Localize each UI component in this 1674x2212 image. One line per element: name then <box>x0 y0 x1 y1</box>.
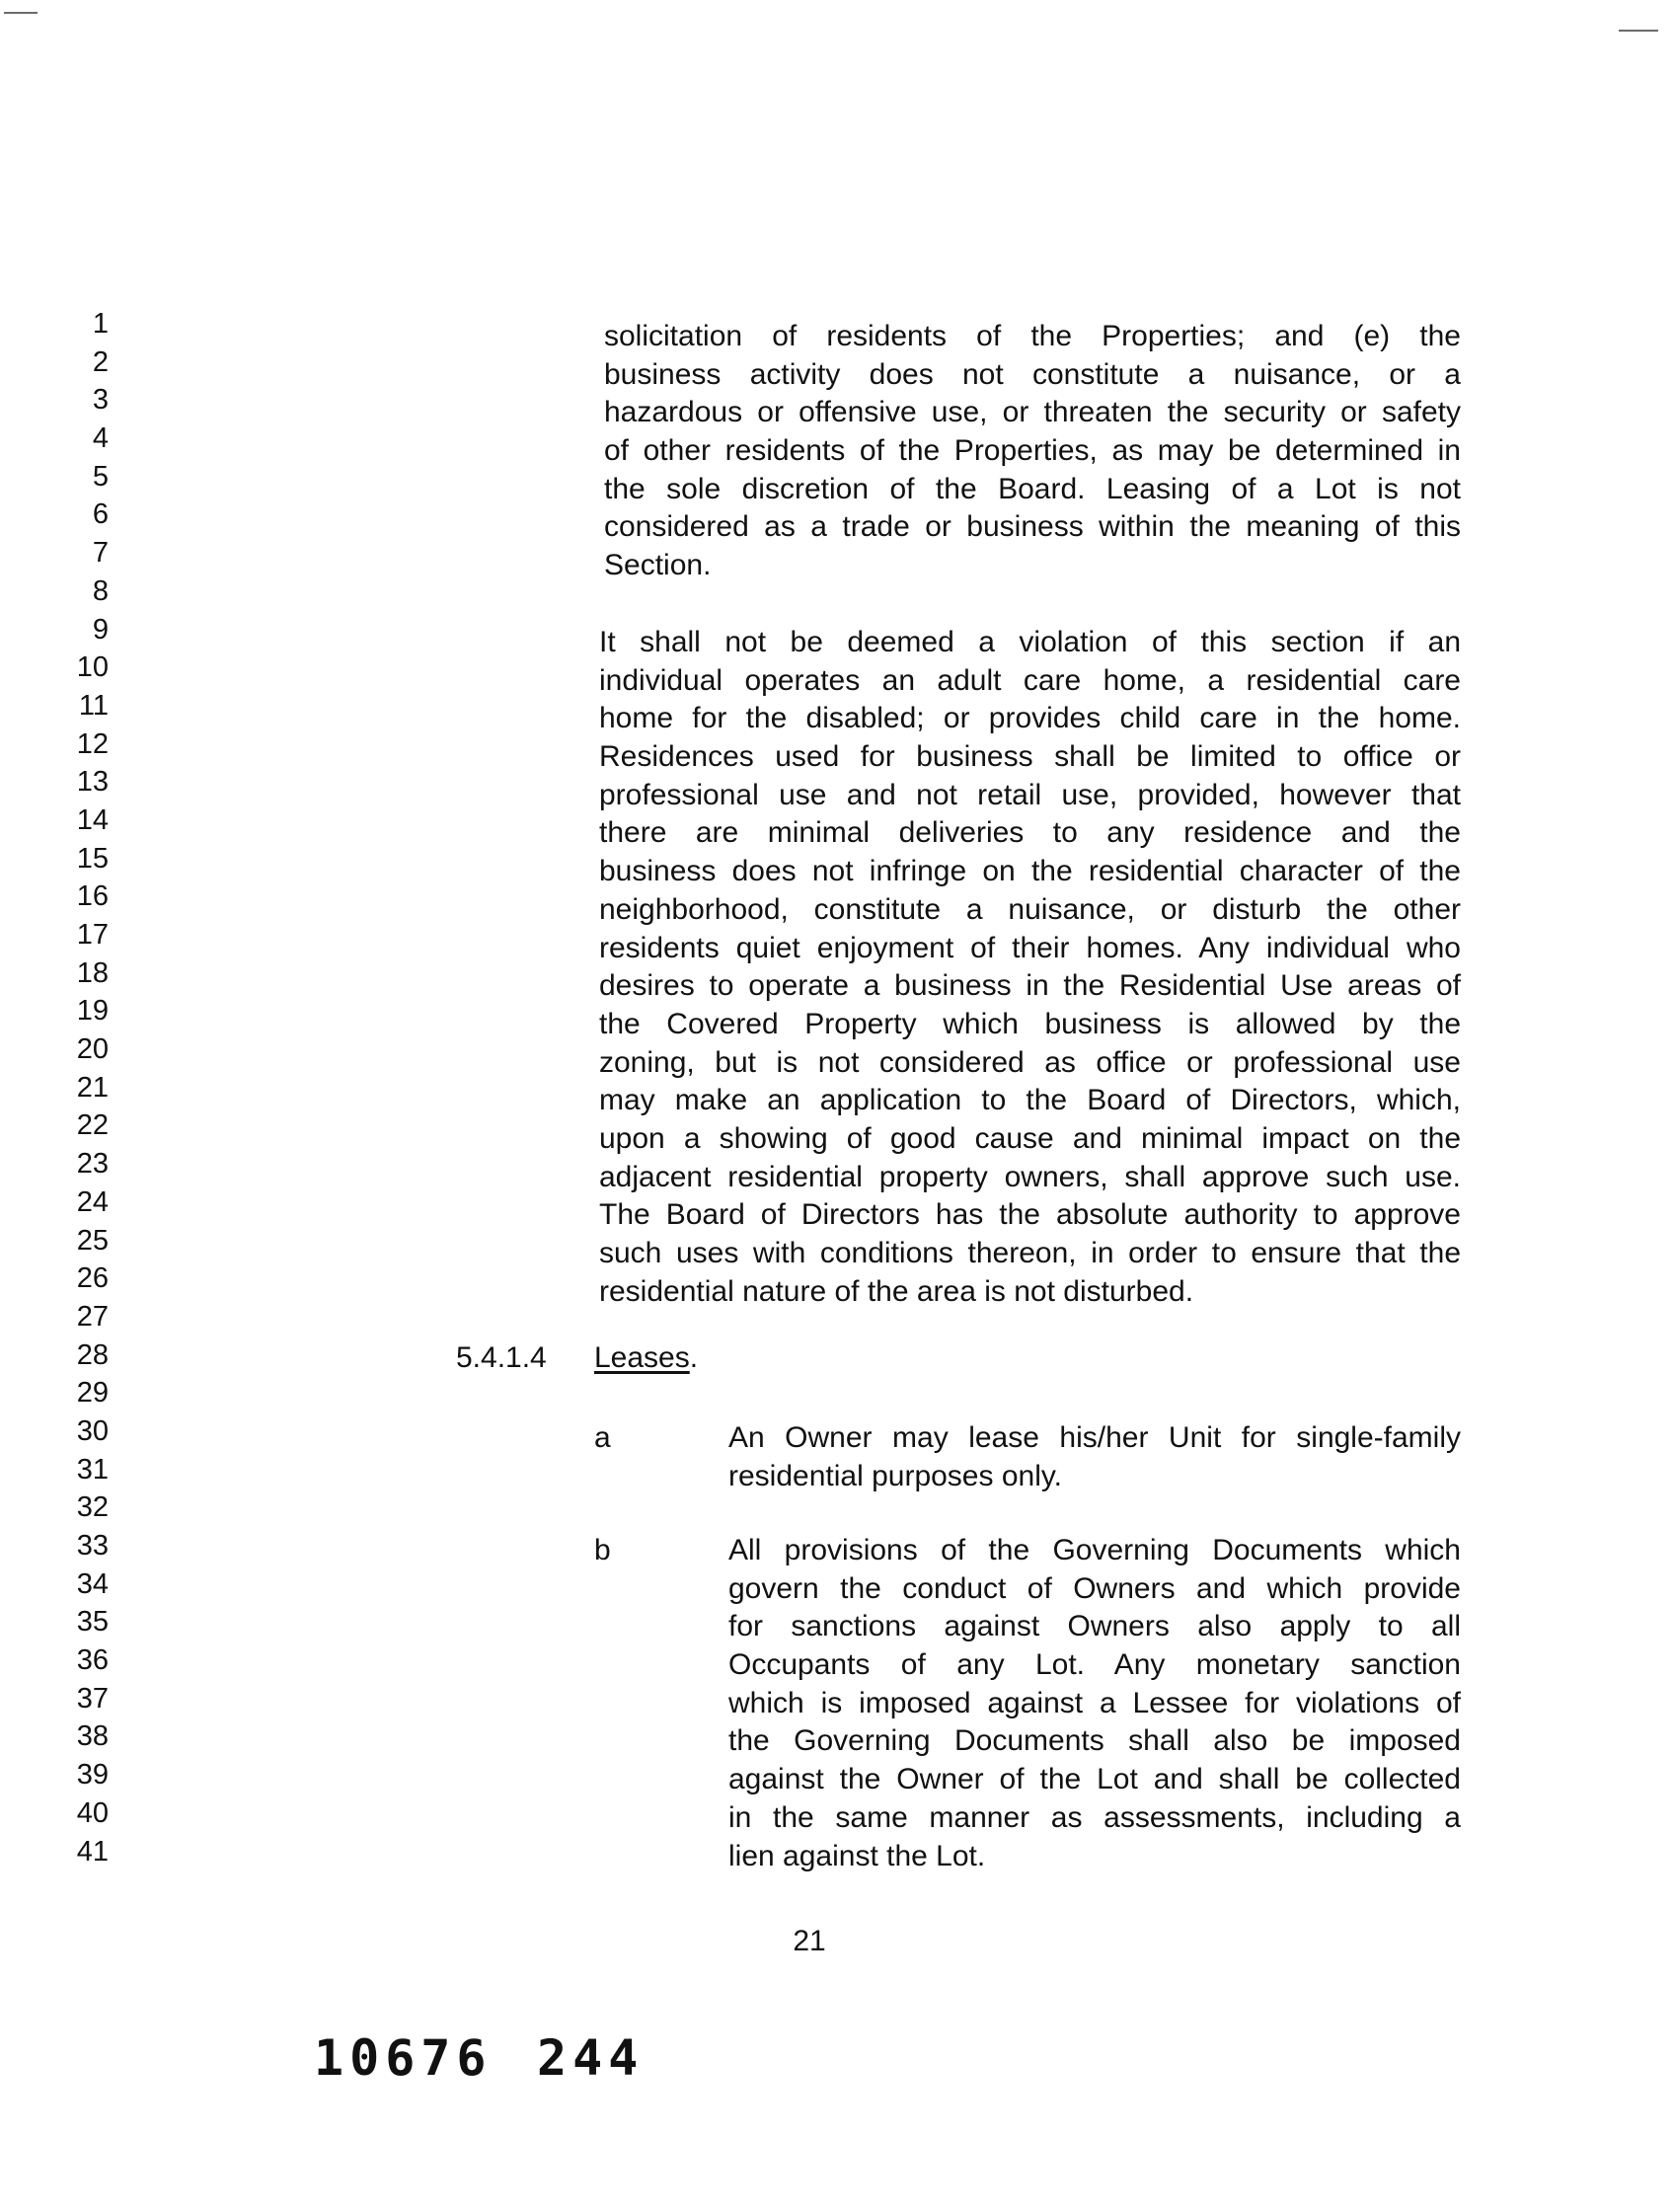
line-number: 2 <box>92 345 109 378</box>
text-line: such uses with conditions thereon, in order to ensure that the <box>599 1237 1461 1269</box>
item-b-text <box>728 1532 1461 1875</box>
scan-mark-top-right <box>1619 30 1658 32</box>
text-line: Residences used for business shall be limited to office or <box>599 740 1461 774</box>
item-letter-b: b <box>594 1534 611 1566</box>
text-line: hazardous or offensive use, or threaten the security or safety <box>604 396 1461 429</box>
text-line: against the Owner of the Lot and shall be collected <box>728 1763 1461 1796</box>
line-number-column <box>59 305 109 1870</box>
paragraph-2 <box>599 624 1461 1311</box>
line-number: 26 <box>76 1262 109 1295</box>
section-title-suffix: . <box>689 1341 699 1374</box>
text-line: there are minimal deliveries to any residence and the <box>599 816 1461 850</box>
text-line: for sanctions against Owners also apply to all <box>728 1610 1461 1643</box>
text-line: Occupants of any Lot. Any monetary sanction <box>728 1648 1461 1682</box>
text-line: the sole discretion of the Board. Leasing of a Lot is not <box>604 472 1461 505</box>
item-a-text <box>728 1419 1461 1495</box>
line-number: 5 <box>92 460 109 493</box>
text-line: individual operates an adult care home, a residential care <box>599 663 1461 697</box>
text-line: considered as a trade or business within the meaning of this <box>604 510 1461 544</box>
line-number: 19 <box>76 995 109 1028</box>
line-number: 15 <box>76 842 109 875</box>
text-line: neighborhood, constitute a nuisance, or disturb the other <box>599 892 1461 926</box>
text-line: in the same manner as assessments, including a <box>728 1800 1461 1834</box>
line-number: 21 <box>76 1071 109 1104</box>
recording-book-number: 10676 <box>314 2029 493 2087</box>
recording-page-number: 244 <box>537 2029 645 2087</box>
line-number: 31 <box>76 1453 109 1486</box>
text-line: solicitation of residents of the Properties; and (e) the <box>604 320 1461 352</box>
line-number: 18 <box>76 956 109 989</box>
text-line: residents quiet enjoyment of their homes. Any individual who <box>599 931 1461 964</box>
text-line: residential purposes only. <box>728 1459 1062 1492</box>
text-line: which is imposed against a Lessee for violations of <box>728 1686 1461 1719</box>
text-line: The Board of Directors has the absolute authority to approve <box>599 1198 1461 1232</box>
text-line: Section. <box>604 549 712 582</box>
line-number: 10 <box>76 651 109 684</box>
text-line: All provisions of the Governing Documents which <box>728 1534 1461 1566</box>
text-line: adjacent residential property owners, shall approve such use. <box>599 1160 1461 1193</box>
line-number: 1 <box>92 308 109 340</box>
line-number: 6 <box>92 498 109 531</box>
line-number: 3 <box>92 384 109 417</box>
line-number: 29 <box>76 1377 109 1410</box>
line-number: 33 <box>76 1530 109 1562</box>
line-number: 38 <box>76 1720 109 1753</box>
line-number: 30 <box>76 1414 109 1447</box>
text-line: zoning, but is not considered as office or professional use <box>599 1045 1461 1079</box>
text-line: business activity does not constitute a nuisance, or a <box>604 357 1461 391</box>
text-line: business does not infringe on the residential character of the <box>599 855 1461 888</box>
line-number: 28 <box>76 1338 109 1371</box>
line-number: 22 <box>76 1109 109 1142</box>
line-number: 25 <box>76 1224 109 1257</box>
line-number: 36 <box>76 1644 109 1677</box>
text-line: upon a showing of good cause and minimal impact on the <box>599 1121 1461 1155</box>
text-line: lien against the Lot. <box>728 1839 986 1872</box>
line-number: 27 <box>76 1300 109 1333</box>
line-number: 39 <box>76 1759 109 1792</box>
line-number: 40 <box>76 1796 109 1829</box>
line-number: 9 <box>92 613 109 646</box>
line-number: 23 <box>76 1148 109 1181</box>
section-number: 5.4.1.4 <box>456 1341 547 1374</box>
text-line: professional use and not retail use, provided, however that <box>599 778 1461 811</box>
line-number: 12 <box>76 727 109 760</box>
text-line: home for the disabled; or provides child care in the home. <box>599 702 1461 735</box>
text-line: the Covered Property which business is allowed by the <box>599 1007 1461 1040</box>
text-line: the Governing Documents shall also be imposed <box>728 1724 1461 1758</box>
line-number: 7 <box>92 537 109 570</box>
line-number: 17 <box>76 919 109 951</box>
line-number: 13 <box>76 766 109 799</box>
text-line: of other residents of the Properties, as may be determined in <box>604 434 1461 468</box>
scan-mark-top-left <box>4 12 38 14</box>
section-title-text: Leases <box>594 1341 690 1374</box>
page-number: 21 <box>793 1925 826 1957</box>
text-line: An Owner may lease his/her Unit for single-family <box>728 1421 1461 1454</box>
paragraph-1 <box>604 318 1461 585</box>
item-letter-a: a <box>594 1421 611 1454</box>
line-number: 35 <box>76 1606 109 1639</box>
line-number: 32 <box>76 1491 109 1524</box>
line-number: 24 <box>76 1185 109 1218</box>
line-number: 37 <box>76 1682 109 1715</box>
line-number: 34 <box>76 1567 109 1600</box>
line-number: 14 <box>76 803 109 836</box>
line-number: 4 <box>92 422 109 455</box>
line-number: 11 <box>78 689 109 722</box>
text-line: It shall not be deemed a violation of this section if an <box>599 626 1461 658</box>
line-number: 41 <box>76 1835 109 1868</box>
section-title <box>594 1339 698 1378</box>
line-number: 20 <box>76 1033 109 1066</box>
line-number: 16 <box>76 880 109 913</box>
text-line: may make an application to the Board of Directors, which, <box>599 1084 1461 1117</box>
text-line: residential nature of the area is not disturbed. <box>599 1274 1194 1308</box>
text-line: desires to operate a business in the Residential Use areas of <box>599 969 1461 1003</box>
line-number: 8 <box>92 574 109 607</box>
text-line: govern the conduct of Owners and which provide <box>728 1571 1461 1605</box>
